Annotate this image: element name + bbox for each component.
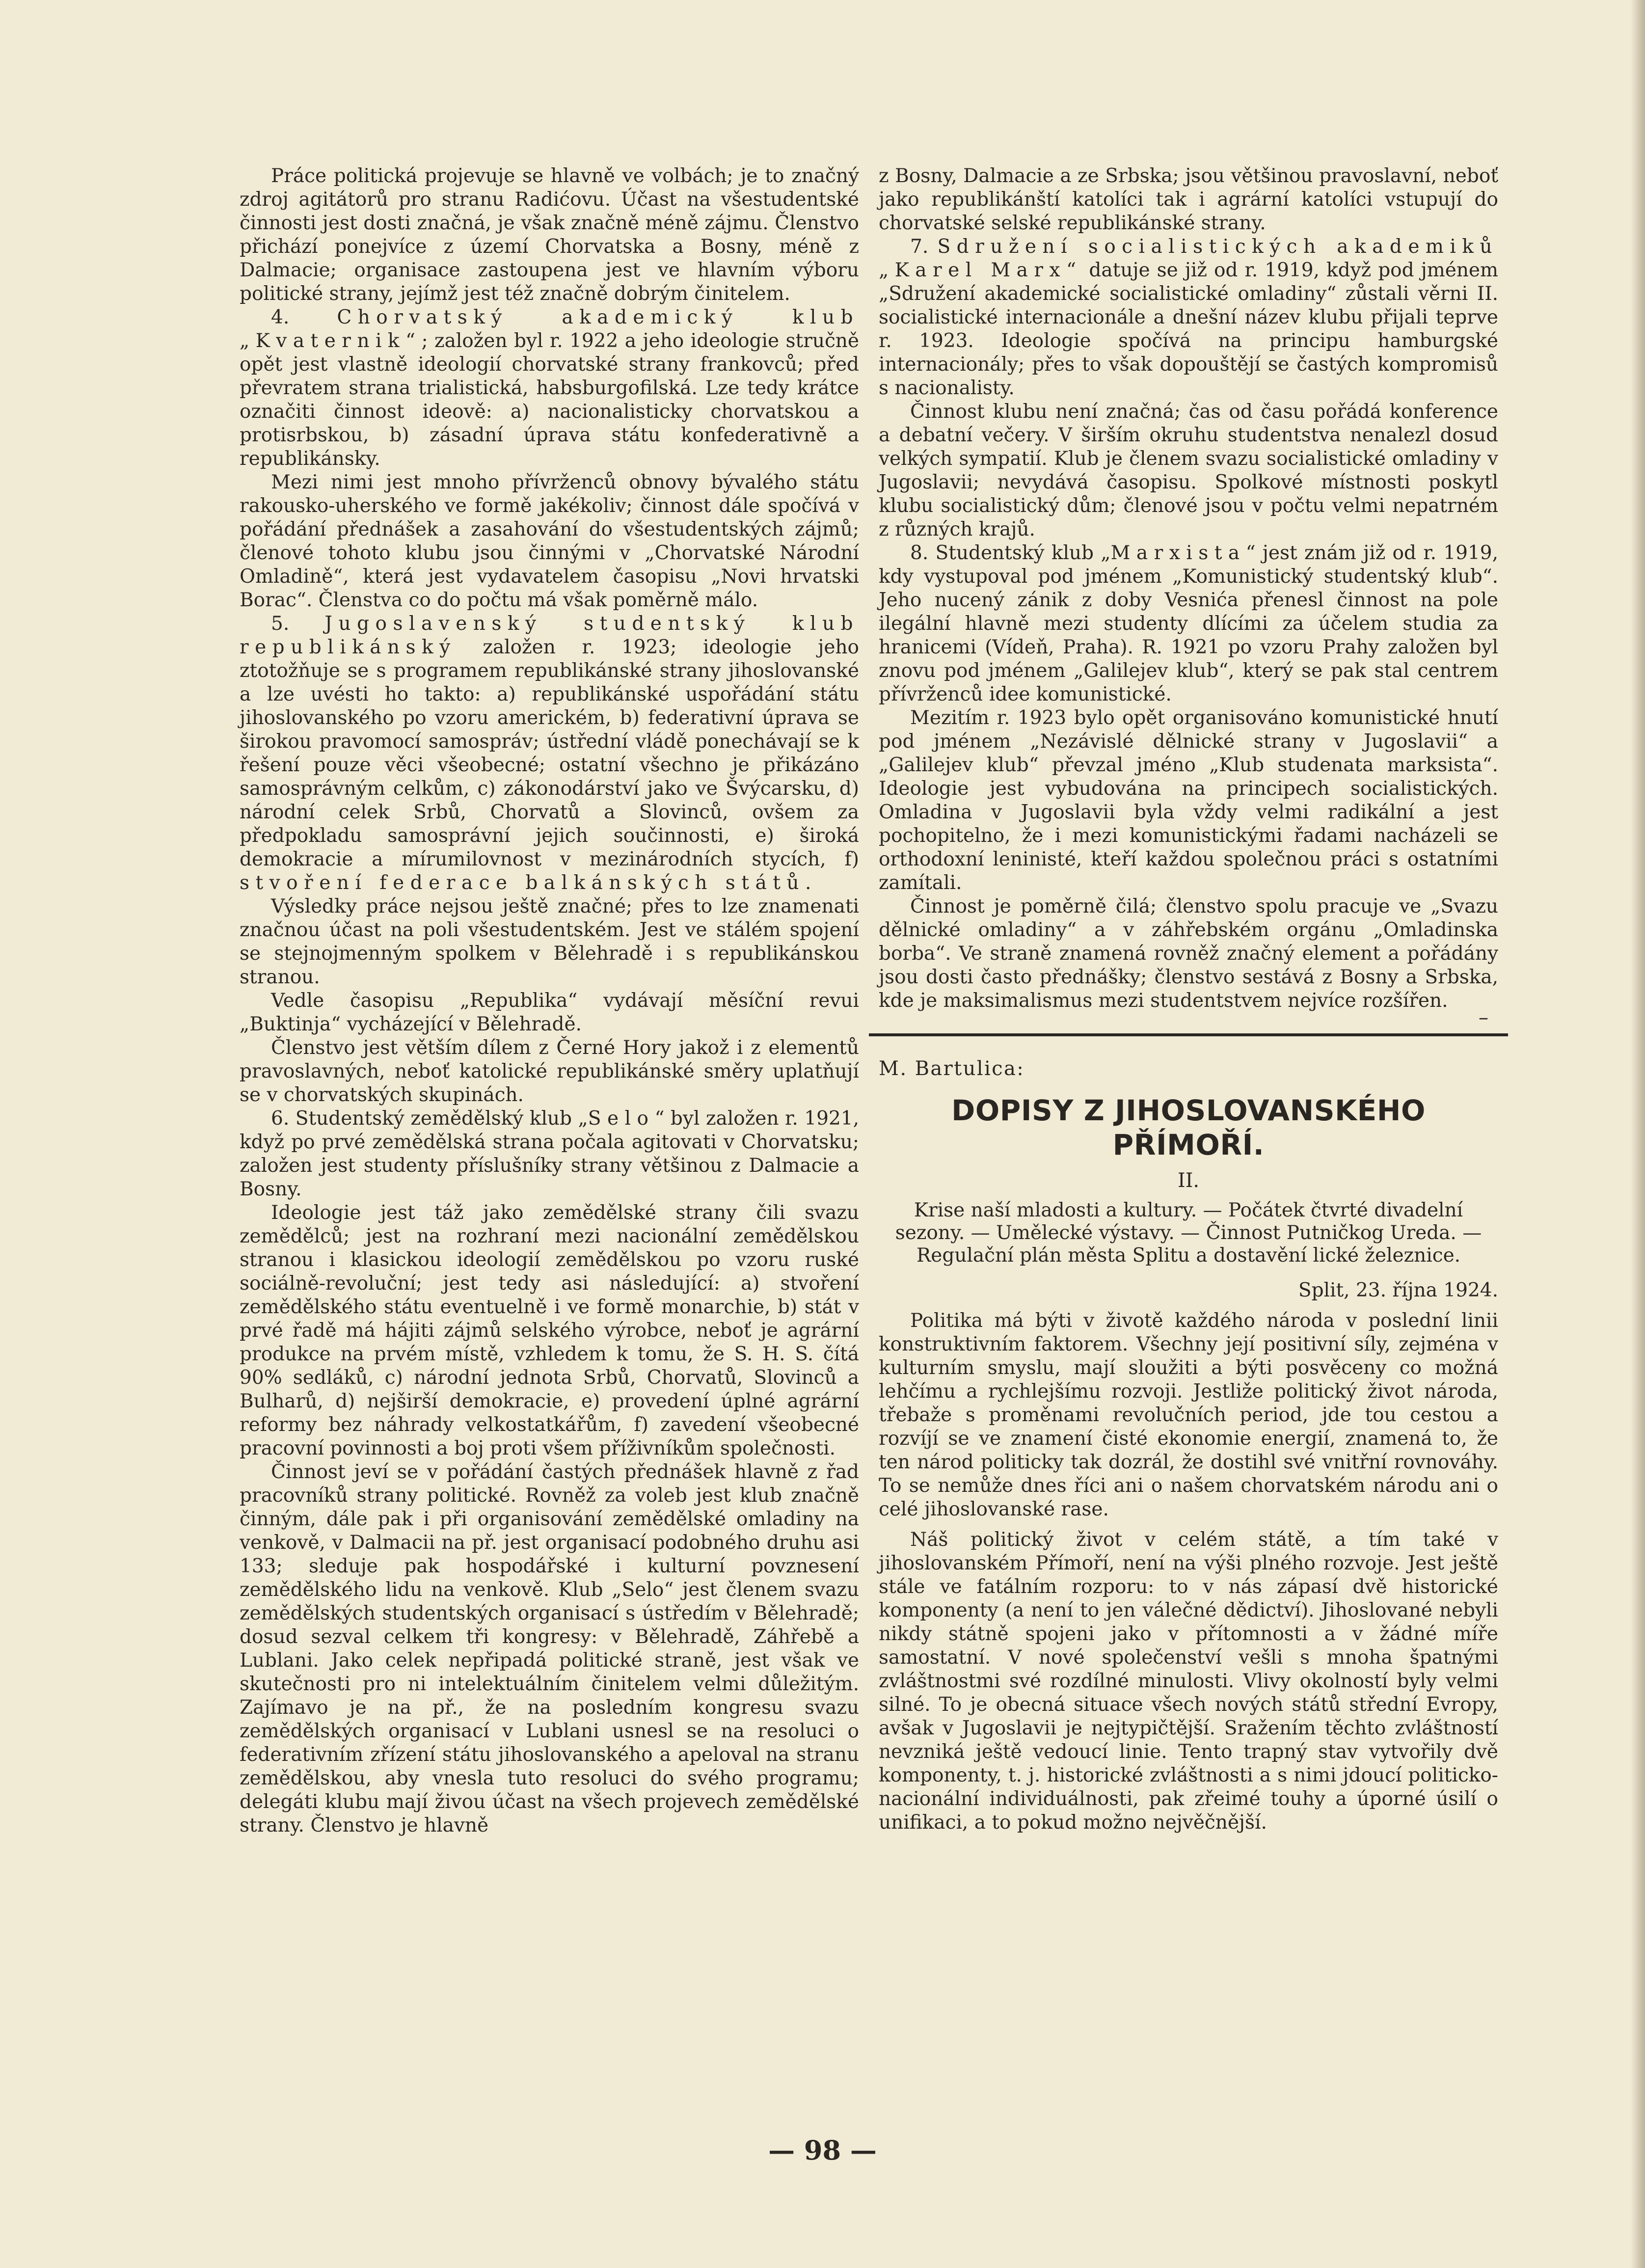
paragraph: Členstvo jest větším dílem z Černé Hory jakož i z elementů pravoslavných, neboť katolické republikánské směry uplatňují se v chorvatských skupinách. [240, 1037, 859, 1106]
item-number: 6. [271, 1107, 290, 1130]
paragraph: Mezi nimi jest mnoho přívrženců obnovy bývalého státu rakousko-uherského ve formě jakékoliv; činnost dále spočívá v pořádání přednášek a zasahování do všestudentských zájmů; členové tohoto klubu jsou činnými v „Chorvatské Národní Omladině“, která jest vydavatelem časopisu „Novi hrvatski Borac“. Členstva co do počtu má však poměrně málo. [240, 471, 859, 611]
item-number: 4. [271, 306, 290, 328]
paragraph-text: “ byl založen r. 1921, když po prvé zemědělská strana počala agitovati v Chorvatsku; založen jest studenty příslušníky strany většinou z Dalmacie a Bosny. [240, 1107, 859, 1200]
paragraph: Mezitím r. 1923 bylo opět organisováno komunistické hnutí pod jménem „Nezávislé dělnické strany v Jugoslavii“ a „Galilejev klub“ převzal jméno „Klub studenata marksista“. Ideologie jest vybudována na principech socialistických. Omladina v Jugoslavii byla vždy velmi radikální a jest pochopitelno, že i mezi komunistickými řadami nacházeli se orthodoxní leninisté, kteří každou společnou práci s ostatními zamítali. [879, 707, 1498, 894]
end-dash: – [1479, 1006, 1488, 1029]
article-dateline: Split, 23. října 1924. [1298, 1279, 1498, 1301]
page-edge-shadow [1630, 0, 1645, 2268]
left-column [240, 164, 859, 1837]
article-author: M. Bartulica: [879, 1057, 1025, 1080]
paragraph: Činnost je poměrně čilá; členstvo spolu pracuje ve „Svazu dělnické omladiny“ a v záhřebském orgánu „Omladinska borba“. Ve straně znamená rovněž značný element a pořádány jsou dosti často přednášky; členstvo sestává z Bosny a Srbska, kde je maksimalismus mezi studentstvem nejvíce rozšířen. [879, 895, 1498, 1012]
section-divider [869, 1033, 1508, 1036]
article-part-number: II. [1177, 1169, 1200, 1192]
paragraph-text: založen r. 1923; ideologie jeho ztotožňuje se s programem republikánské strany jihoslovanské a lze uvésti ho takto: a) republikánské uspořádání státu jihoslovanského po vzoru americkém, b) federativní úprava se širokou pravomocí samospráv; ústřední vládě ponechávají se k řešení pouze věci všeobecné; ostatní všechno je přikázáno samosprávným celkům, c) zákonodárství jako ve Švýcarsku, d) národní celek Srbů, Chorvatů a Slovinců, ovšem za předpokladu samosprávní jejich součinnosti, e) široká demokracie a mírumilovnost v mezinárodních stycích, f) [240, 636, 859, 870]
paragraph-club-8 [879, 541, 1498, 706]
paragraph: Činnost jeví se v pořádání častých přednášek hlavně z řad pracovníků strany politické. Rovněž za voleb jest klub značně činným, dále pak i při organisování zemědělské omladiny na venkově, v Dalmacii na př. jest organisací podobného druhu asi 133; sleduje pak hospodářské i kulturní povznesení zemědělského lidu na venkově. Klub „Selo“ jest členem svazu zemědělských studentských organisací s ústředím v Bělehradě; dosud sezval celkem tři kongresy: v Bělehradě, Záhřebě a Lublani. Jako celek nepřipadá politické straně, jest však ve skutečnosti pro ni intelektuálním činitelem velmi důležitým. Zajímavo je na př., že na posledním kongresu svazu zemědělských organisací v Lublani usnesl se na resoluci o federativním zřízení státu jihoslovanského a apeloval na stranu zemědělskou, aby vnesla tuto resoluci do svého programu; delegáti klubu mají živou účast na všech projevech zemědělské strany. Členstvo je hlavně [240, 1461, 859, 1836]
paragraph: Vedle časopisu „Republika“ vydávají měsíční revui „Buktinja“ vycházející v Bělehradě. [240, 990, 859, 1035]
club-name-jugoslavensky: Jugoslavenský studentský klub republikánský [240, 613, 859, 658]
page-number: — 98 — [768, 2134, 877, 2166]
article-title: DOPISY Z JIHOSLOVANSKÉHO PŘÍMOŘÍ. [951, 1094, 1426, 1161]
club-name-kvaternik: Chorvatský akademický klub „Kvaternik“ [240, 306, 859, 352]
article-abstract: Krise naší mladosti a kultury. — Počátek čtvrté divadelní sezony. — Umělecké výstavy. — Činnost Putničkog Ureda. — Regulační plán města Splitu a dostavění lické železnice. [895, 1199, 1482, 1267]
emphasized-text: stvoření federace balkánských států. [240, 872, 817, 894]
paragraph: Výsledky práce nejsou ještě značné; přes to lze znamenati značnou účast na poli všestudentském. Jest ve stálém spojení se stejnojmenným spolkem v Bělehradě i s republikánskou stranou. [240, 895, 859, 988]
paragraph-club-4 [240, 306, 859, 471]
paragraph-text: “ jest znám již od r. 1919, kdy vystupoval pod jménem „Komunistický studentský klub“. Jeho nucený zánik z doby Vesnića přenesl činnost na pole ilegální hlavně mezi studenty dlícími za účelem studia za hranicemi (Vídeň, Praha). R. 1921 po vzoru Prahy založen byl znovu pod jménem „Galilejev klub“, který se pak stal centrem přívrženců idee komunistické. [879, 542, 1498, 705]
club-name-marxista: Marxista [1110, 542, 1246, 564]
item-number: 7. [910, 236, 929, 258]
paragraph-club-5 [240, 612, 859, 895]
paragraph: Ideologie jest táž jako zemědělské strany čili svazu zemědělců; jest na rozhraní mezi nacionální zemědělskou stranou i klasickou ideologií zemědělskou po vzoru ruské sociálně-revoluční; jest tedy asi následující: a) stvoření zemědělského státu eventuelně i ve formě monarchie, b) stát v prvé řadě má hájiti zájmů selského výrobce, neboť je agrární produkce na prvém místě, vzhledem k tomu, že S. H. S. čítá 90% sedláků, c) národní jednota Srbů, Chorvatů, Slovinců a Bulharů, d) nejširší demokracie, e) provedení úplné agrární reformy bez náhrady velkostatkářům, f) zavedení všeobecné pracovní povinnosti a boj proti všem příživníkům společnosti. [240, 1202, 859, 1459]
paragraph-text: ; založen byl r. 1922 a jeho ideologie stručně opět jest vlastně ideologií chorvatské strany frankovců; před převratem strana trialistická, habsburgofilská. Lze tedy krátce označiti činnost ideově: a) nacionalisticky chorvatskou a protisrbskou, b) zásadní úprava státu konfederativně a republikánsky. [240, 330, 859, 470]
paragraph-club-7 [879, 235, 1498, 400]
club-name-selo: Selo [588, 1107, 655, 1130]
paragraph: Náš politický život v celém státě, a tím také v jihoslovanském Přímoří, není na výši plného rozvoje. Jest ještě stále ve fatálním rozporu: to v nás zápasí dvě historické komponenty (a není to jen válečné dědictví). Jihoslované nebyli nikdy státně spojeni jako v přítomnosti a v žádné míře samostatní. V nové společenství vešli s mnoha špatnými zvláštnostmi své rozdílné minulosti. Vlivy okolností byly velmi silné. To je obecná situace všech nových států střední Evropy, avšak v Jugoslavii je nejtypičtější. Sražením těchto zvláštností nevzniká ještě vedoucí linie. Tento trapný stav vytvořily dvě komponenty, t. j. historické zvláštnosti a s nimi jdoucí politicko-nacionální individuálnosti, pak zřeimé touhy a úporné úsilí o unifikaci, a to pokud možno nejvěčnější. [879, 1529, 1498, 1834]
paragraph-text: datuje se již od r. 1919, když pod jménem „Sdružení akademické socialistické omladiny“ zůstali věrni II. socialistické internacionále a dnešní název klubu přijali teprve r. 1923. Ideologie spočívá na principu hamburgské internacionály; přes to však dopouštějí se častých kompromisů s nacionalisty. [879, 259, 1498, 399]
paragraph-club-6 [240, 1107, 859, 1201]
paragraph-text: 8. Studentský klub „ [910, 542, 1111, 564]
item-number: 5. [271, 613, 290, 635]
club-name-karel-marx: Sdružení socialistických akademiků „Karel Marx“ [879, 236, 1498, 281]
paragraph: Politika má býti v životě každého národa v poslední linii konstruktivním faktorem. Všechny její positivní síly, zejména v kulturním smyslu, mají sloužiti a býti posvěceny co možná lehčímu a rychlejšímu rozvoji. Jestliže politický život národa, třebaže s proměnami revolučních period, jde tou cestou a rozvíjí se ve znamení čisté ekonomie energií, znamená to, že ten národ politicky tak dozrál, že dostihl své vnitřní rovnováhy. To se nemůže dnes říci ani o našem chorvatském národu ani o celé jihoslovanské rase. [879, 1310, 1498, 1520]
paragraph: Práce politická projevuje se hlavně ve volbách; je to značný zdroj agitátorů pro stranu Radićovu. Účast na všestudentské činnosti jest dosti značná, je však značně méně zájmu. Členstvo přichází ponejvíce z území Chorvatska a Bosny, méně z Dalmacie; organisace zastoupena jest ve hlavním výboru politické strany, jejímž jest též značně dobrým činitelem. [240, 165, 859, 305]
paragraph: Činnost klubu není značná; čas od času pořádá konference a debatní večery. V širším okruhu studentstva nenalezl dosud velkých sympatií. Klub je členem svazu socialistické omladiny v Jugoslavii; nevydává časopisu. Spolkové místnosti poskytl klubu socialistický dům; členové jsou v počtu velmi nepatrném z různých krajů. [879, 401, 1498, 540]
paragraph: z Bosny, Dalmacie a ze Srbska; jsou většinou pravoslavní, neboť jako republikánští katolíci tak i agrární katolíci vstupují do chorvatské selské republikánské strany. [879, 165, 1498, 234]
paragraph-text: Studentský zemědělský klub „ [295, 1107, 588, 1130]
right-column [879, 164, 1498, 1835]
